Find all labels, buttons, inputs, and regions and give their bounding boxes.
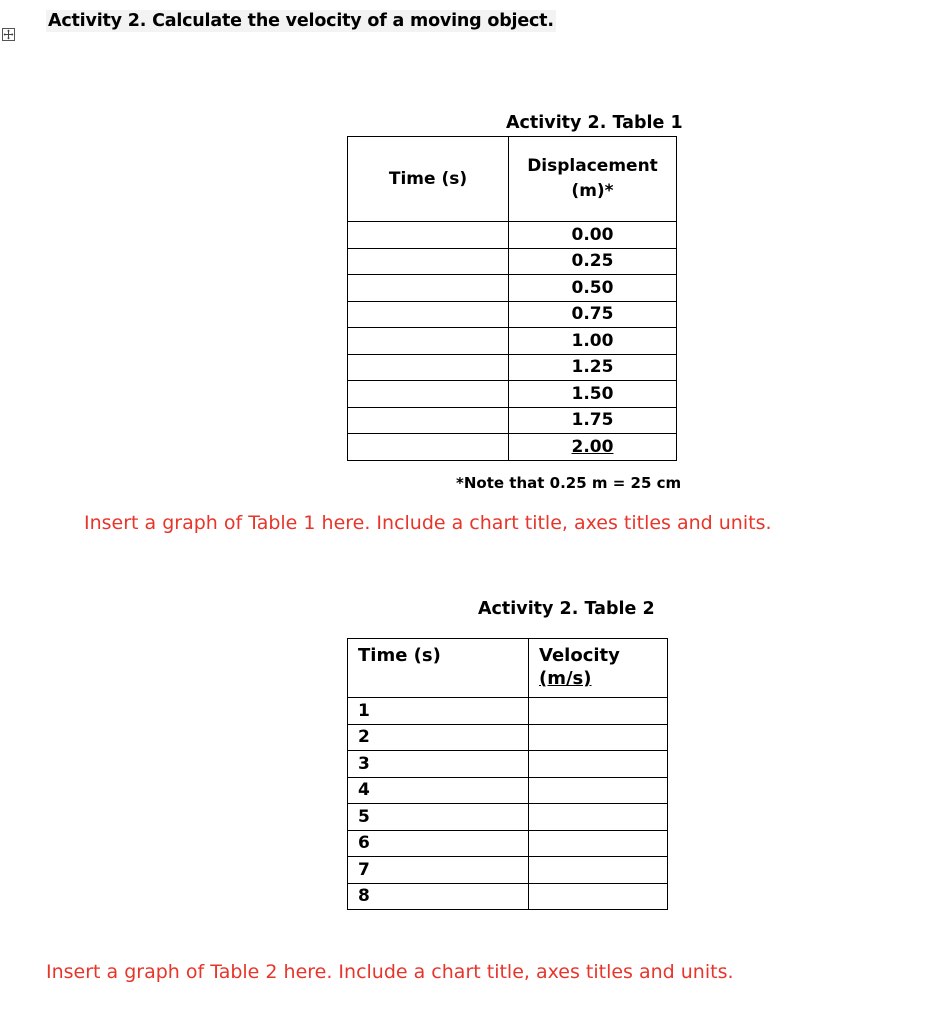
table2-caption: Activity 2. Table 2: [478, 599, 655, 619]
table1-time-cell[interactable]: [348, 407, 509, 434]
activity-heading: Activity 2. Calculate the velocity of a moving object.: [48, 11, 554, 31]
table-row: [348, 275, 677, 302]
graph1-instruction: Insert a graph of Table 1 here. Include a chart title, axes titles and units.: [84, 512, 772, 534]
table-row: [348, 222, 677, 249]
table-row: [348, 407, 677, 434]
table1-header-displacement-line2: (m)*: [571, 181, 614, 201]
table1: [347, 136, 677, 461]
table-row: [348, 857, 668, 884]
table2-velocity-cell[interactable]: [529, 724, 668, 751]
graph2-instruction: Insert a graph of Table 2 here. Include a chart title, axes titles and units.: [46, 961, 734, 983]
table1-displacement-cell: 0.75: [509, 301, 677, 328]
table1-note: *Note that 0.25 m = 25 cm: [456, 474, 682, 492]
table1-displacement-cell: 1.50: [509, 381, 677, 408]
table1-displacement-cell: 2.00: [509, 434, 677, 461]
table-move-icon[interactable]: [2, 28, 15, 41]
table2-header-velocity-line1: Velocity: [539, 645, 620, 666]
table-row: [348, 248, 677, 275]
table2-velocity-cell[interactable]: [529, 777, 668, 804]
table1-displacement-cell: 1.75: [509, 407, 677, 434]
table-row: [348, 381, 677, 408]
table1-time-cell[interactable]: [348, 328, 509, 355]
table1-time-cell[interactable]: [348, 301, 509, 328]
table-row: [348, 301, 677, 328]
table1-displacement-cell: 0.00: [509, 222, 677, 249]
table2-time-cell: 7: [348, 857, 529, 884]
table-row: [348, 354, 677, 381]
table-row: [348, 830, 668, 857]
table2-time-cell: 5: [348, 804, 529, 831]
table1-time-cell[interactable]: [348, 275, 509, 302]
table2-time-cell: 6: [348, 830, 529, 857]
table-row: [348, 804, 668, 831]
table2-velocity-cell[interactable]: [529, 830, 668, 857]
table2-time-cell: 4: [348, 777, 529, 804]
table1-time-cell[interactable]: [348, 222, 509, 249]
table-row: [348, 328, 677, 355]
table-row: [348, 777, 668, 804]
table1-header-displacement-line1: Displacement: [527, 156, 658, 177]
table1-time-cell[interactable]: [348, 248, 509, 275]
table-row: [348, 434, 677, 461]
table2-velocity-cell[interactable]: [529, 804, 668, 831]
table2-velocity-cell[interactable]: [529, 857, 668, 884]
table1-displacement-cell: 0.50: [509, 275, 677, 302]
table1-time-cell[interactable]: [348, 354, 509, 381]
table2-header-time: Time (s): [348, 639, 529, 698]
table2-time-cell: 3: [348, 751, 529, 778]
table2-header-velocity: [529, 639, 668, 698]
table-row: [348, 751, 668, 778]
table1-time-cell[interactable]: [348, 434, 509, 461]
table2-time-cell: 1: [348, 698, 529, 725]
table1-time-cell[interactable]: [348, 381, 509, 408]
table1-caption: Activity 2. Table 1: [506, 113, 683, 133]
table-row: [348, 698, 668, 725]
table2-velocity-cell[interactable]: [529, 751, 668, 778]
table1-header-displacement: [509, 137, 677, 222]
table1-displacement-cell: 1.00: [509, 328, 677, 355]
table1-displacement-cell: 1.25: [509, 354, 677, 381]
table2-time-cell: 2: [348, 724, 529, 751]
table-row: [348, 724, 668, 751]
table2: [347, 638, 668, 910]
table2-velocity-cell[interactable]: [529, 883, 668, 910]
table-row: [348, 883, 668, 910]
table2-time-cell: 8: [348, 883, 529, 910]
table2-header-velocity-line2: (m/s): [539, 668, 592, 690]
table2-velocity-cell[interactable]: [529, 698, 668, 725]
table1-header-time: Time (s): [348, 137, 509, 222]
table1-displacement-cell: 0.25: [509, 248, 677, 275]
